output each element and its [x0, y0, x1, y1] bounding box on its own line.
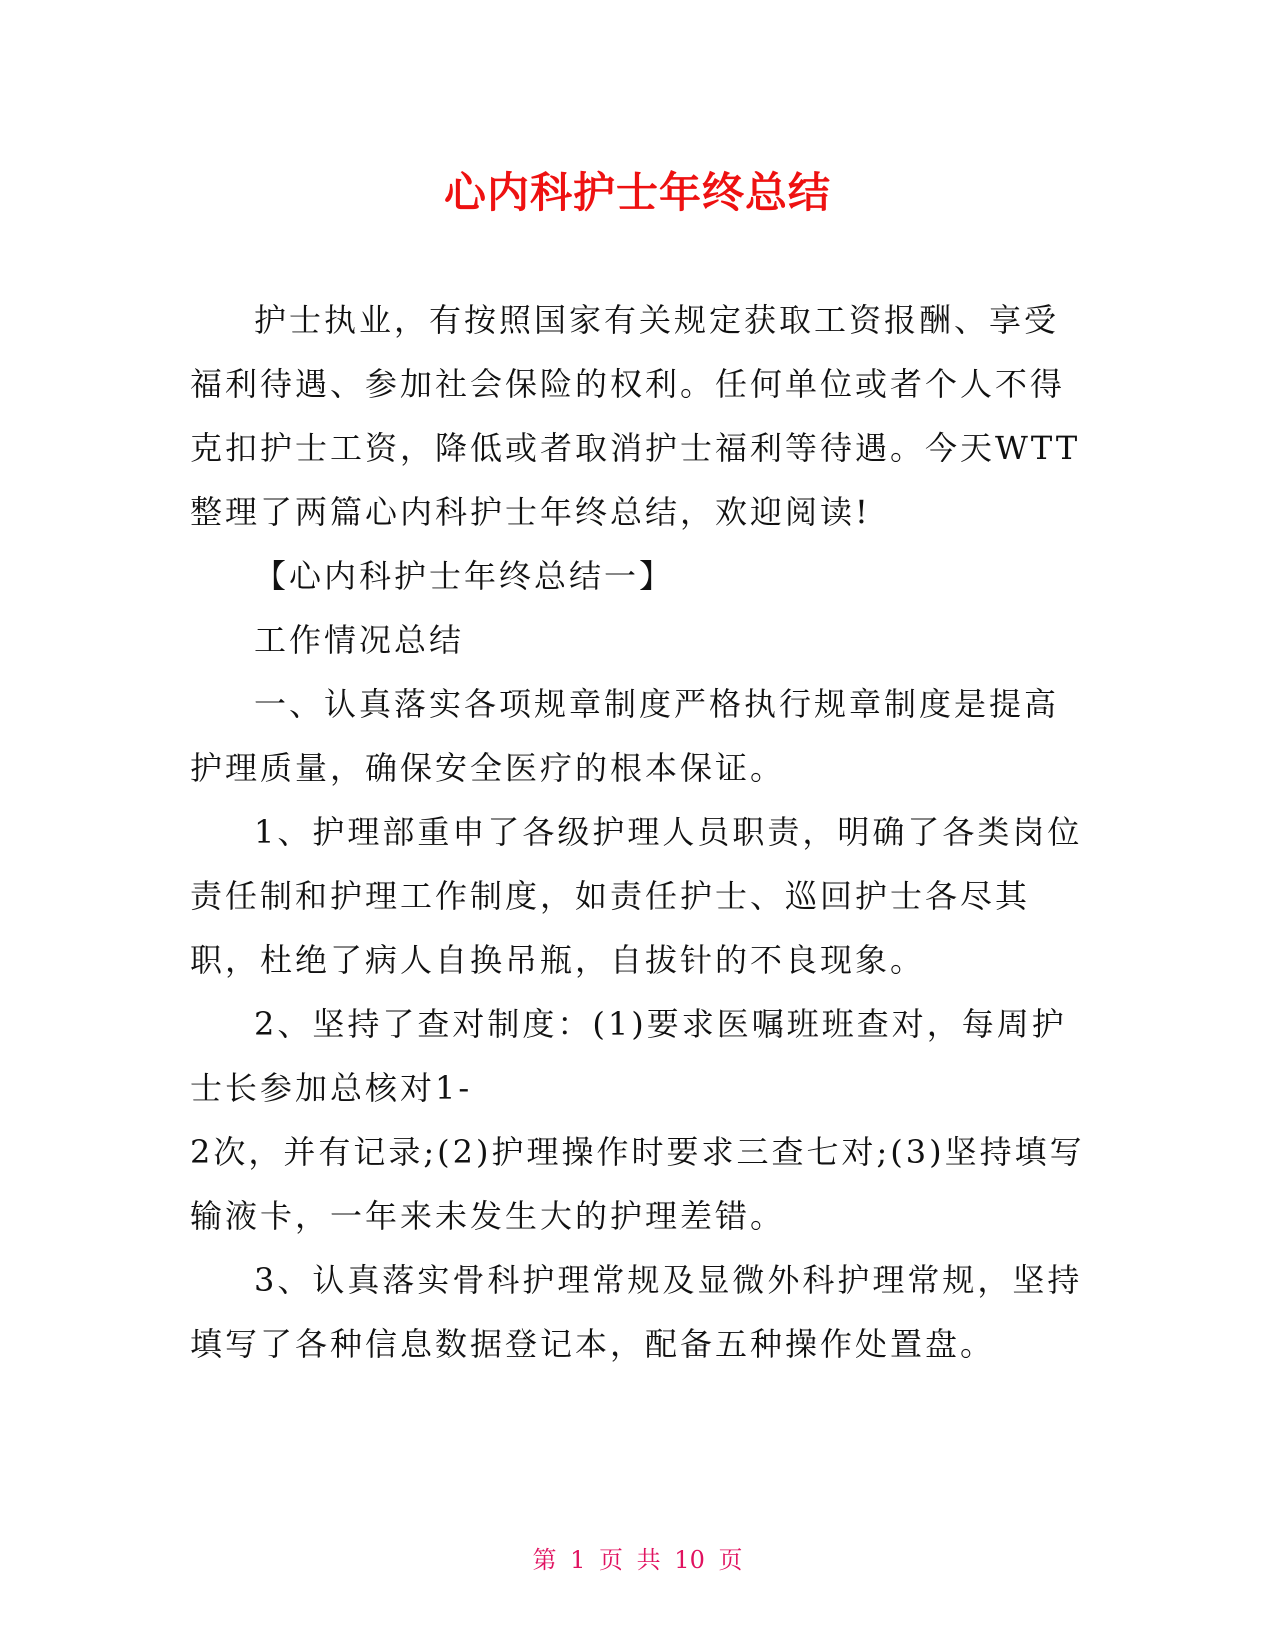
paragraph-item-3: 3、认真落实骨科护理常规及显微外科护理常规，坚持填写了各种信息数据登记本，配备五种操作处置盘。: [190, 1261, 1083, 1363]
subsection-heading: 工作情况总结: [254, 621, 465, 659]
paragraph-item-2-continued: 2次，并有记录;(2)护理操作时要求三查七对;(3)坚持填写输液卡，一年来未发生大的护理差错。: [190, 1133, 1085, 1235]
paragraph-intro: 护士执业，有按照国家有关规定获取工资报酬、享受福利待遇、参加社会保险的权利。任何单位或者个人不得克扣护士工资，降低或者取消护士福利等待遇。今天WTT整理了两篇心内科护士年终总结，欢迎阅读!: [190, 301, 1081, 531]
document-body: [190, 288, 1085, 1376]
paragraph-item-1: 1、护理部重申了各级护理人员职责，明确了各类岗位责任制和护理工作制度，如责任护士、巡回护士各尽其职，杜绝了病人自换吊瓶，自拔针的不良现象。: [190, 813, 1083, 979]
page-footer: 第 1 页 共 10 页: [532, 1546, 743, 1574]
document-title: 心内科护士年终总结: [443, 168, 831, 217]
section-heading: 【心内科护士年终总结一】: [254, 557, 675, 595]
paragraph-point-one: 一、认真落实各项规章制度严格执行规章制度是提高护理质量，确保安全医疗的根本保证。: [190, 685, 1060, 787]
paragraph-item-2: 2、坚持了查对制度：(1)要求医嘱班班查对，每周护士长参加总核对1-: [190, 1005, 1067, 1107]
